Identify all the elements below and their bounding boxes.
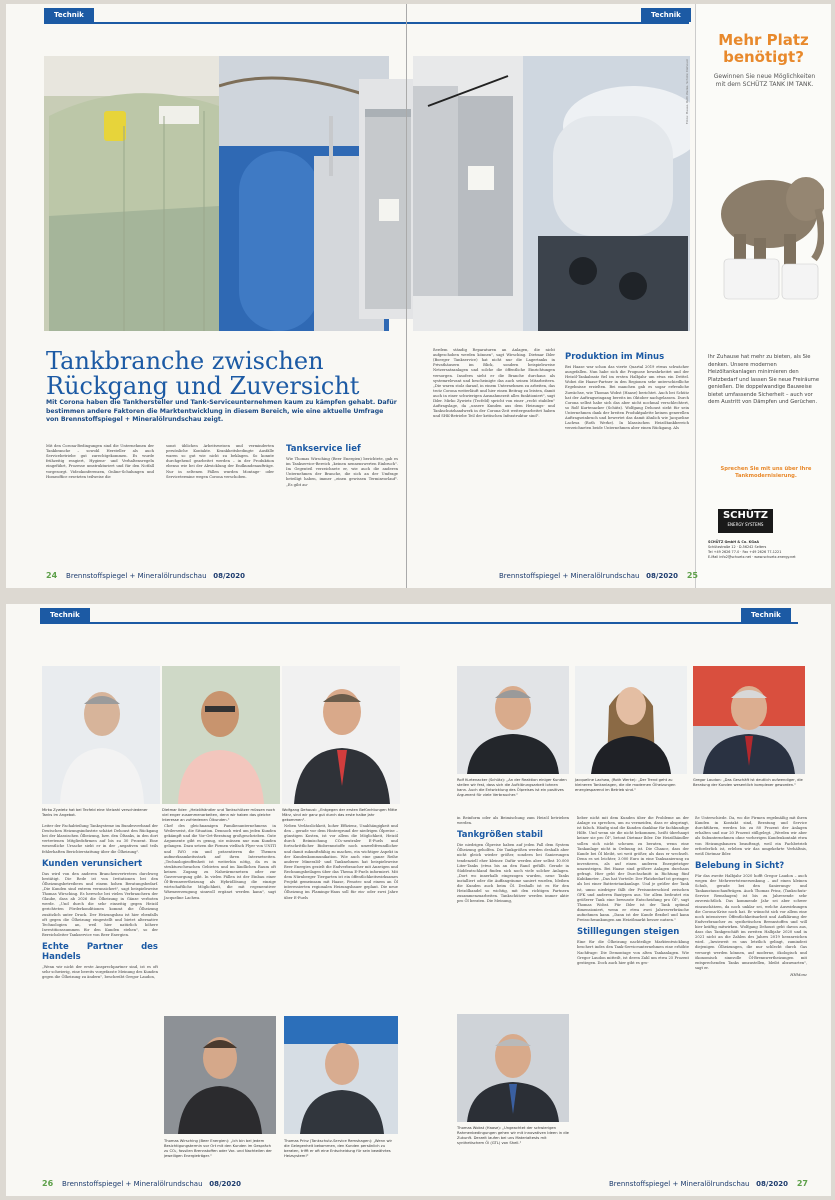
portrait-laudon — [693, 666, 805, 774]
ad-subline: Gewinnen Sie neue Möglichkeiten mit dem SCHÜTZ TANK IM TANK. — [713, 73, 816, 88]
page-25 — [413, 4, 831, 588]
caption-zywietz: Mirko Zywietz hat bei Tecfeld eine Vielzahl verschiedener Tanks im Angebot. — [42, 808, 148, 817]
article-lead: Mit Corona haben die Tankhersteller und Tank-Serviceunternehmen kaum zu kämpfen gehabt. Dafür bestimmen andere Faktoren die Marktentwicklung in diesem Bereich, wie eine aktuelle Umfrage von Brennstoffspiegel + Mineralölrundschau zeigt. — [46, 399, 397, 424]
section-label: Technik — [641, 8, 691, 22]
heading-produktion: Produktion im Minus — [565, 352, 665, 362]
steel-tanks-photo — [413, 56, 523, 331]
page-footer-24: 24 Brennstoffspiegel + Mineralölrundschau 08/2020 — [46, 571, 245, 580]
heading-tankservice: Tankservice lief — [286, 444, 361, 454]
p26-column-3: Neben Verlässlichkeit, hoher Effizienz, Unabhängigkeit und den – gerade vor dem Hintergrund der niedrigen Ölpreise – günstigen Kosten, ist vor allem die Möglichkeit, Heizöl durch Beimischung CO₂-neutraler E-Fuels und fortschrittlicher Biobrennstoffe noch umweltfreundlicher und damit zukunftsfähig zu machen, ein wichtiger Aspekt in der Kundenkommunikation. Wie auch eine ganze Reihe anderer Mineralöl- und Tanknehmen hat beispielsweise Beer Energies gezielt die Endverbraucher mit Anzeigen und Rechnungsbeilagen über das Thema E-Fuels informiert. Mit dem Nürnberger Tiergarten ist ein öffentlichkeitswirksames Projekt gemeinsam mit Haase, Fenotec und einem an Öl interessierten regionalen Heizungsbauer geplant. Die neue Ölheizung im Flamingo-Haus soll für ein- oder zwei Jahre über E-Fuels — [284, 824, 398, 900]
author-signature: HHMonz — [790, 972, 807, 977]
portrait-wirsching — [164, 1016, 276, 1134]
page-26 — [6, 604, 413, 1196]
header-rule — [413, 22, 689, 24]
p27-column-1: in Reinform oder als Beimischung zum Heizöl betrieben werden. Tankgrößen stabil Die niedrigen Ölpreise haben auf jeden Fall dem System Ölheizung geholfen. Die Tankgrößen werden deshalb aber nicht gleich wieder größer, sondern bei Sanierungen tendenziell eher kleiner. Dafür werden aber selbst 10.000 Liter-Tanks (etwa bis an den Rand gefüllt. Gerade in Süddeutschland finden sich noch viele solcher Anlagen. „Dort wo innerhalb eingezogen wurden, neue Tanks installiert oder die Auffangräume saniert wurden, bleiben die Kunden auch beim Öl. Deshalb ist es für den Heizölhandel so wichtig, mit den richtigen Partnern zusammenzuarbeiten. Tankschützer werden immer aktiv pro Öl beraten. Die Meinung, — [457, 816, 569, 904]
section-label: Technik — [44, 8, 94, 22]
caption-kurtenacker: Rolf Kurtenacker (Schütz): „An der Reaktion einiger Kunden stellen wir fest, dass sich die Aufklärungsarbeit lohnen kann. Auch die Entwicklung des Ölpreises ist ein positives Argument für viele Verbraucher." — [457, 778, 567, 797]
caption-prinz: Thomas Prinz (Tankschutz-Service Remshagen): „Wenn wir die Gelegenheit bekommen, den Kunden persönlich zu beraten, trifft er oft eine Entscheidung für sein bewährtes Heizsystem!" — [284, 1139, 393, 1158]
portrait-kurtenacker — [457, 666, 569, 774]
p26-column-1: Leiter der Fachabteilung Tanksysteme im Bundesverband der Deutschen Heizungsindustrie schätzt Dehoust den Rückgang bei der klassischen Ölbeizung, bzw. den Öltanks, in den dort vertretenen Mitgliedsfirmen auf bis zu 30 Prozent. Eine wesentliche Ursache sieht er in der „negativen und teils fehlerhaften Berichterstattung über die Ölheizung". Kunden verunsichert Das wird von den anderen Branchenvertretern durchweg bestätigt. Die Rede ist von Irritationen bei den Ölheizungsbetreibern und einem hohen Beratungsbedarf. „Die Kunden sind extrem verunsichert", sagt beispielsweise Thomas Wirsching. Es herrsche bei vielen Verbrauchern der Glaube, dass ab 2026 die Ölheizung in Gänze verboten werde. „Und durch die sehr einseitig gegen Heizöl gerichteten Förderkonditionen kommt die Ölheizung zusätzlich unter Druck. Der Heizungsbau ist hier ebenfalls oft gegen die Ölheizung eingestellt und bietet alternative Technologien an, weil hier natürlich höhere Investitionssummen für den Kunden stehen", so der Bereichsleiter Tankservice von Beer Energien. Echte Partner des Handels „Wenn wir nicht der erste Ansprechpartner sind, ist es oft sehr schwierig, eine bereits vorgefasste Meinung des Kunden gegen die Ölheizung zu ändern", beschreibt Gregor Laudon, — [42, 824, 158, 980]
caption-wirsching: Thomas Wirsching (Beer Energien): „Ich bin bei jedem Besichtigungstermin vor Ort mit den Kunden im Gespräch zu CO₂, fossilen Brennstoffen oder Vor- und Nachteilen der jeweiligen Energieträger." — [164, 1139, 272, 1158]
photo-credit: Fotos: Haase, Roth Werke, Schütz, Dehoust — [685, 59, 689, 124]
ad-contact: SCHÜTZ GmbH & Co. KGaA Schützstraße 12 · D-56242 Selters Tel +49 2626 77-0 · Fax +49 2626 77-1221 E-Mail info2@schuetz.net · www.schuetz-energy.net — [708, 540, 796, 559]
page-27 — [413, 604, 831, 1196]
caption-lachwa: Jacqueline Lachwa, (Roth Werke): „Der Trend geht zu kleineren Tankanlagen, die die modernen Ölheizungen energiesparend im Betrieb sind." — [575, 778, 676, 792]
page-24 — [6, 4, 413, 588]
portrait-lachwa — [575, 666, 687, 774]
portrait-prinz — [284, 1016, 398, 1134]
heading-partner: Echte Partner des Handels — [42, 942, 158, 963]
article-title: Tankbranche zwischen Rückgang und Zuversicht — [46, 347, 360, 401]
page-footer-26: 26 Brennstoffspiegel + Mineralölrundschau 08/2020 — [42, 1179, 241, 1188]
p27-column-3: ße Unterschiede. Da, wo die Firmen regelmäßig mit ihren Kunden in Kontakt sind, Beratung und Service durchführen, werden bis zu 80 Prozent der Anlagen erhalten und nur 20 Prozent stillgelegt. „Werden wir aber als Subunternehmen ohne vorherigen Kundenkontakt etwa von Heizungsbauern beauftragt, weil ein Fachbetrieb erforderlich ist, erleben wir das umgekehrte Verhältnis, weiß Dietmar Ibler. Belebung in Sicht? Für das zweite Halbjahr 2020 hofft Gregor Laudon – auch wegen der Mehrwertsteuersenkung – auf einen kleinen Schub, gerade bei den Sanierungs- und Tankaustauschaufträgen. Auch Thomas Prinz, (Tankschutz-Service Remshagen) ist bis zu Jahresende sehr zuversichtlich. Das kommende Jahr sei aber schwer einzuschätzen, da noch unklar sei, welche Auswirkungen die Corona-Krise noch hat. Er wünscht sich vor allem eine noch intensivere Öffentlichkeitsarbeit und Aufklärung der Endverbraucher zu synthetischen Brennstoffen und will hier kräftig mitwirken. Wolfgang Dehoust geht davon aus, dass das Tankgeschäft im zweiten Halbjahr 2020 und in 2021 nicht an die Zahlen des Jahres 2019 heranreichen wird. „Inwieweit es uns letztlich gelingt, zumindest diejenigen Ölheizungen, die nur schlecht durch Gas versorgt werden können, auf moderne, ökologisch und ökonomisch sinnvolle Öl-Brennwertheizungen mit entsprechenden Tanks umzustellen, bleibt abzuwarten", sagt er. HHMonz — [695, 816, 807, 977]
ad-body: Ihr Zuhause hat mehr zu bieten, als Sie denken. Unsere modernen Heizöltankanlagen minimieren den Platzbedarf und lassen Sie neue Freiräume genießen. Die doppelwandige Bauweise bietet umfassende Sicherheit – auch vor dem Austritt von Dämpfen und Gerüchen. — [708, 354, 820, 406]
caption-dehoust: Wolfgang Dehoust: „Entgegen der ersten Befürchtungen Mitte März, sind wir ganz gut durch das erste halbe Jahr gekommen". — [282, 808, 398, 822]
schuetz-logo: SCHÜTZ ENERGY SYSTEMS — [718, 509, 773, 533]
heading-tankgroessen: Tankgrößen stabil — [457, 830, 543, 841]
section-label: Technik — [741, 608, 791, 622]
section-label: Technik — [40, 608, 90, 622]
portrait-dehoust — [282, 666, 400, 804]
p25-column-2: Produktion im Minus Bei Haase war schon das vierte Quartal 2019 etwas schwächer ausgefallen. Nun habe sich die Prognose bewahrheitet und der Heizöl-Tankabsatz fiel im ersten Halbjahr um etwa ein Drittel. Wobei die Haase-Partner in den Regionen sehr unterschiedliche Ergebnisse erzielten. Bei manchen gab es sogar erfreuliche Zuwächse, wie Thomas Wobst (Haase) berichtet. Auch bei Schütz hat der Auftragseingang bereits im Oktober nachgelassen. Durch Corona selbst habe sich das aber nicht nochmal verschlechtert, so Rolf Kurtenacker (Schütz). Wolfgang Dehoust sieht für sein Unternehmen dank der breiten Produktpalette keinen generellen Auftragseinbruch und bewertet das damit ähnlich wie Jacqueline Lachwa (Roth Werke). In klassischen Heizöltankbereich verzeichneten beide Unternehmen aber einen Rückgang. Als — [565, 352, 689, 431]
portrait-ibler — [162, 666, 280, 804]
p26-column-2: Chef des gleichnamigen Familienunternehmens in Weilerswist, die Situation. Dennoch wird um jeden Kunden gekämpft und die Vor-Ort-Beratung großgeschrieben. Gute Argumente gibt es genug, sie müssen nur zum Kunden gelangen. Dazu setzen die Firmen vielfach Flyer von UNITI und IWO ein und präsentieren die Themen aufmerksamkeitsstark auf ihren Internetseiten. „Technologieoffenheit ist weiterhin nötig, da es in strukturschwachen Gebieten und im ländlichen Raum oft keinen Zugang zu Nahwärmenetzen oder zur Gasversorgung gibt. In vielen Fällen ist der Einbau einer Öl-Brennwertheizung als Hybridlösung die einzige wirtschaftliche Möglichkeit, die mit regenerativer Wärmeerzeugung sinnvoll ergänzt werden kann", sagt Jacqueline Lachwa. — [164, 824, 276, 900]
ad-headline-1: Mehr Platz — [718, 31, 809, 49]
ad-cta: Sprechen Sie mit uns über Ihre Tankmodernisierung. — [720, 466, 812, 480]
p27-column-2: lieber nicht mit dem Kunden über die Probleme an der Anlage zu sprechen, um zu vermeiden, dass er abspringt, ist falsch. Häufig sind die Kunden dankbar für fachkundige Hilfe. Und wenn sie die nicht bekommen, heißt überhaupt keiner sie pro Öl", betont Dietmar Ibler. Die Heizölhändler sollen sich nicht scheuen zu beraten, wenn eine Tankanlage nicht in Ordnung ist. Die Chance, dass der Kunde bei Öl bleibt, sei weit größer, als dass er wechselt. Denn es sei leichter, 3.000 Euro in eine Tanksanierung zu investieren, als auf einen anderen Energieträger umzusteigen. Bei Haase sind größere Anlagen durchaus gefragt. Hier geht der Durchschnitt in Richtung fünf Kubikmeter. „Das hat Vorteile: Der Platzbedarf ist geringer, als bei einer Batterietankanlage. Und je größer der Tank ist, umso niedriger fällt der Preisunterschied zwischen GFK und anderen Bautypen aus. Vor allem bedeutet ein größerer Tank eine bewusste Entscheidung pro Öl", sagt Thomas Wobst. Für Ibler ist der Tank optimal dimensioniert, wenn er etwa zwei Jahresverbräuche aufnehmen kann. „Dann ist der Kunde flexibel und kann Preisschwankungen am Heizölmarkt besser nutzen." Stilllegungen steigen Eine für die Ölheizung nachteilige Marktentwicklung beschert indes den Tank-Serviceunternehmen eine erhöhte Nachfrage: Die Demontage von alten Tankanlagen. Wie Gregor Laudon mitteilt, ist deren Zahl um etwa 25 Prozent gestiegen. Doch auch hier gibt es gro- — [577, 816, 689, 965]
p25-column-1: ßerdem ständig Reparaturen an Anlagen, die nicht aufgeschoben werden können", sagt Wirsching. Dietmar Ibler (Boerger Tankservice) hat nicht nur die Lagertanks in Privathäusern im Blick, sondern beispielsweise Netzersatzanlagen und solche die öffentliche Einrichtungen versorgen. Insofern sieht er die Branche durchaus als systemrelevant und bescheinigte das auch seinen Mitarbeitern. „Die waren stolz darauf, in einem Unternehmen zu arbeiten, das trotz Corona weiterläuft und hier einen Beitrag zu leisten, damit auch in einer schwierigen Ausnahmezeit alles funktioniert", sagt Ibler. Mirko Zywietz (Tecfeld) spricht von einer „recht stabilen" Auftragslage, da „unsere Kunden aus dem Heizungs- und Tankschutzhandwerk in der Corona-Zeit weitergearbeitet haben und SHK-Betriebe Teil der kritischen Infrastruktur sind". — [433, 348, 555, 419]
heading-stilllegungen: Stilllegungen steigen — [577, 927, 680, 938]
page-footer-27: Brennstoffspiegel + Mineralölrundschau 08/2020 27 — [609, 1179, 808, 1188]
portrait-zywietz — [42, 666, 160, 804]
portrait-wobst — [457, 1014, 569, 1122]
header-rule — [413, 622, 798, 624]
heading-kunden: Kunden verunsichert — [42, 858, 143, 869]
ad-headline-2: benötigt? — [723, 47, 804, 66]
elephant-illustration — [714, 154, 824, 304]
p24-column-1: Mit den Corona-Bedingungen sind die Unternehmen der Tankbranche – sowohl Hersteller als auch Servicebetriebe gut zurechtgekommen. Es wurde frühzeitig reagiert, Hygiene- und Verhaltensregeln eingeführt, Prozesse umstrukturiert und für den Notfall vorgesorgt. Videokonferenzen, Online-Schulungen und Homeoffice ersetzten teilweise die — [46, 444, 154, 479]
tank-photo-green — [44, 56, 219, 331]
p24-column-2: sonst üblichen Arbeitsweisen und verminderten persönliche Kontakte. Krankheitsbedingte Ausfälle waren so gut wie nicht zu beklagen. So konnte durchgehend gearbeitet werden – in der Produktion ebenso wie bei der Abwicklung der Endkundenaufträge. Nur in seltenen Fällen wurden Montage- oder Servicetermine wegen Corona verschoben. — [166, 444, 274, 479]
heading-belebung: Belebung in Sicht? — [695, 860, 785, 871]
caption-ibler: Dietmar Ibler: „Heizölhändler und Tankschützer müssen noch viel enger zusammenarbeiten, denn wir haben das gleiche Interesse an zufriedenen Ölkunden." — [162, 808, 276, 822]
p24-column-3: Tankservice lief Wie Thomas Wirsching (Beer Energien) berichtete, gab es im Tankservice-Bereich „keinen nennenswerten Einbruch". Im Gegenteil verzeichnete er, wie auch die anderen Unternehmen der Branche, die sich an der Umfrage beteiligt haben, immer „einen gewissen Terminvorlauf". „Es gibt au- — [286, 444, 398, 487]
page-footer-25: Brennstoffspiegel + Mineralölrundschau 08/2020 25 — [499, 571, 698, 580]
steel-tank-photo — [359, 79, 413, 319]
white-tanks-photo — [523, 56, 690, 331]
header-rule — [44, 22, 413, 24]
caption-wobst: Thomas Wobst (Haase): „Ungeachtet der schwierigen Rahmenbedingungen gehen wir mit innovativen Ideen in die Zukunft. Derzeit laufen bei uns Materialtests mit synthetischem Öl (GTL) von Shell." — [457, 1126, 569, 1145]
header-rule — [40, 622, 413, 624]
schuetz-advertisement[interactable] — [695, 4, 831, 588]
caption-laudon: Gregor Laudon: „Das Geschäft ist deutlich aufwendiger, die Beratung der Kunden wesentlich komplexer geworden." — [693, 778, 803, 787]
